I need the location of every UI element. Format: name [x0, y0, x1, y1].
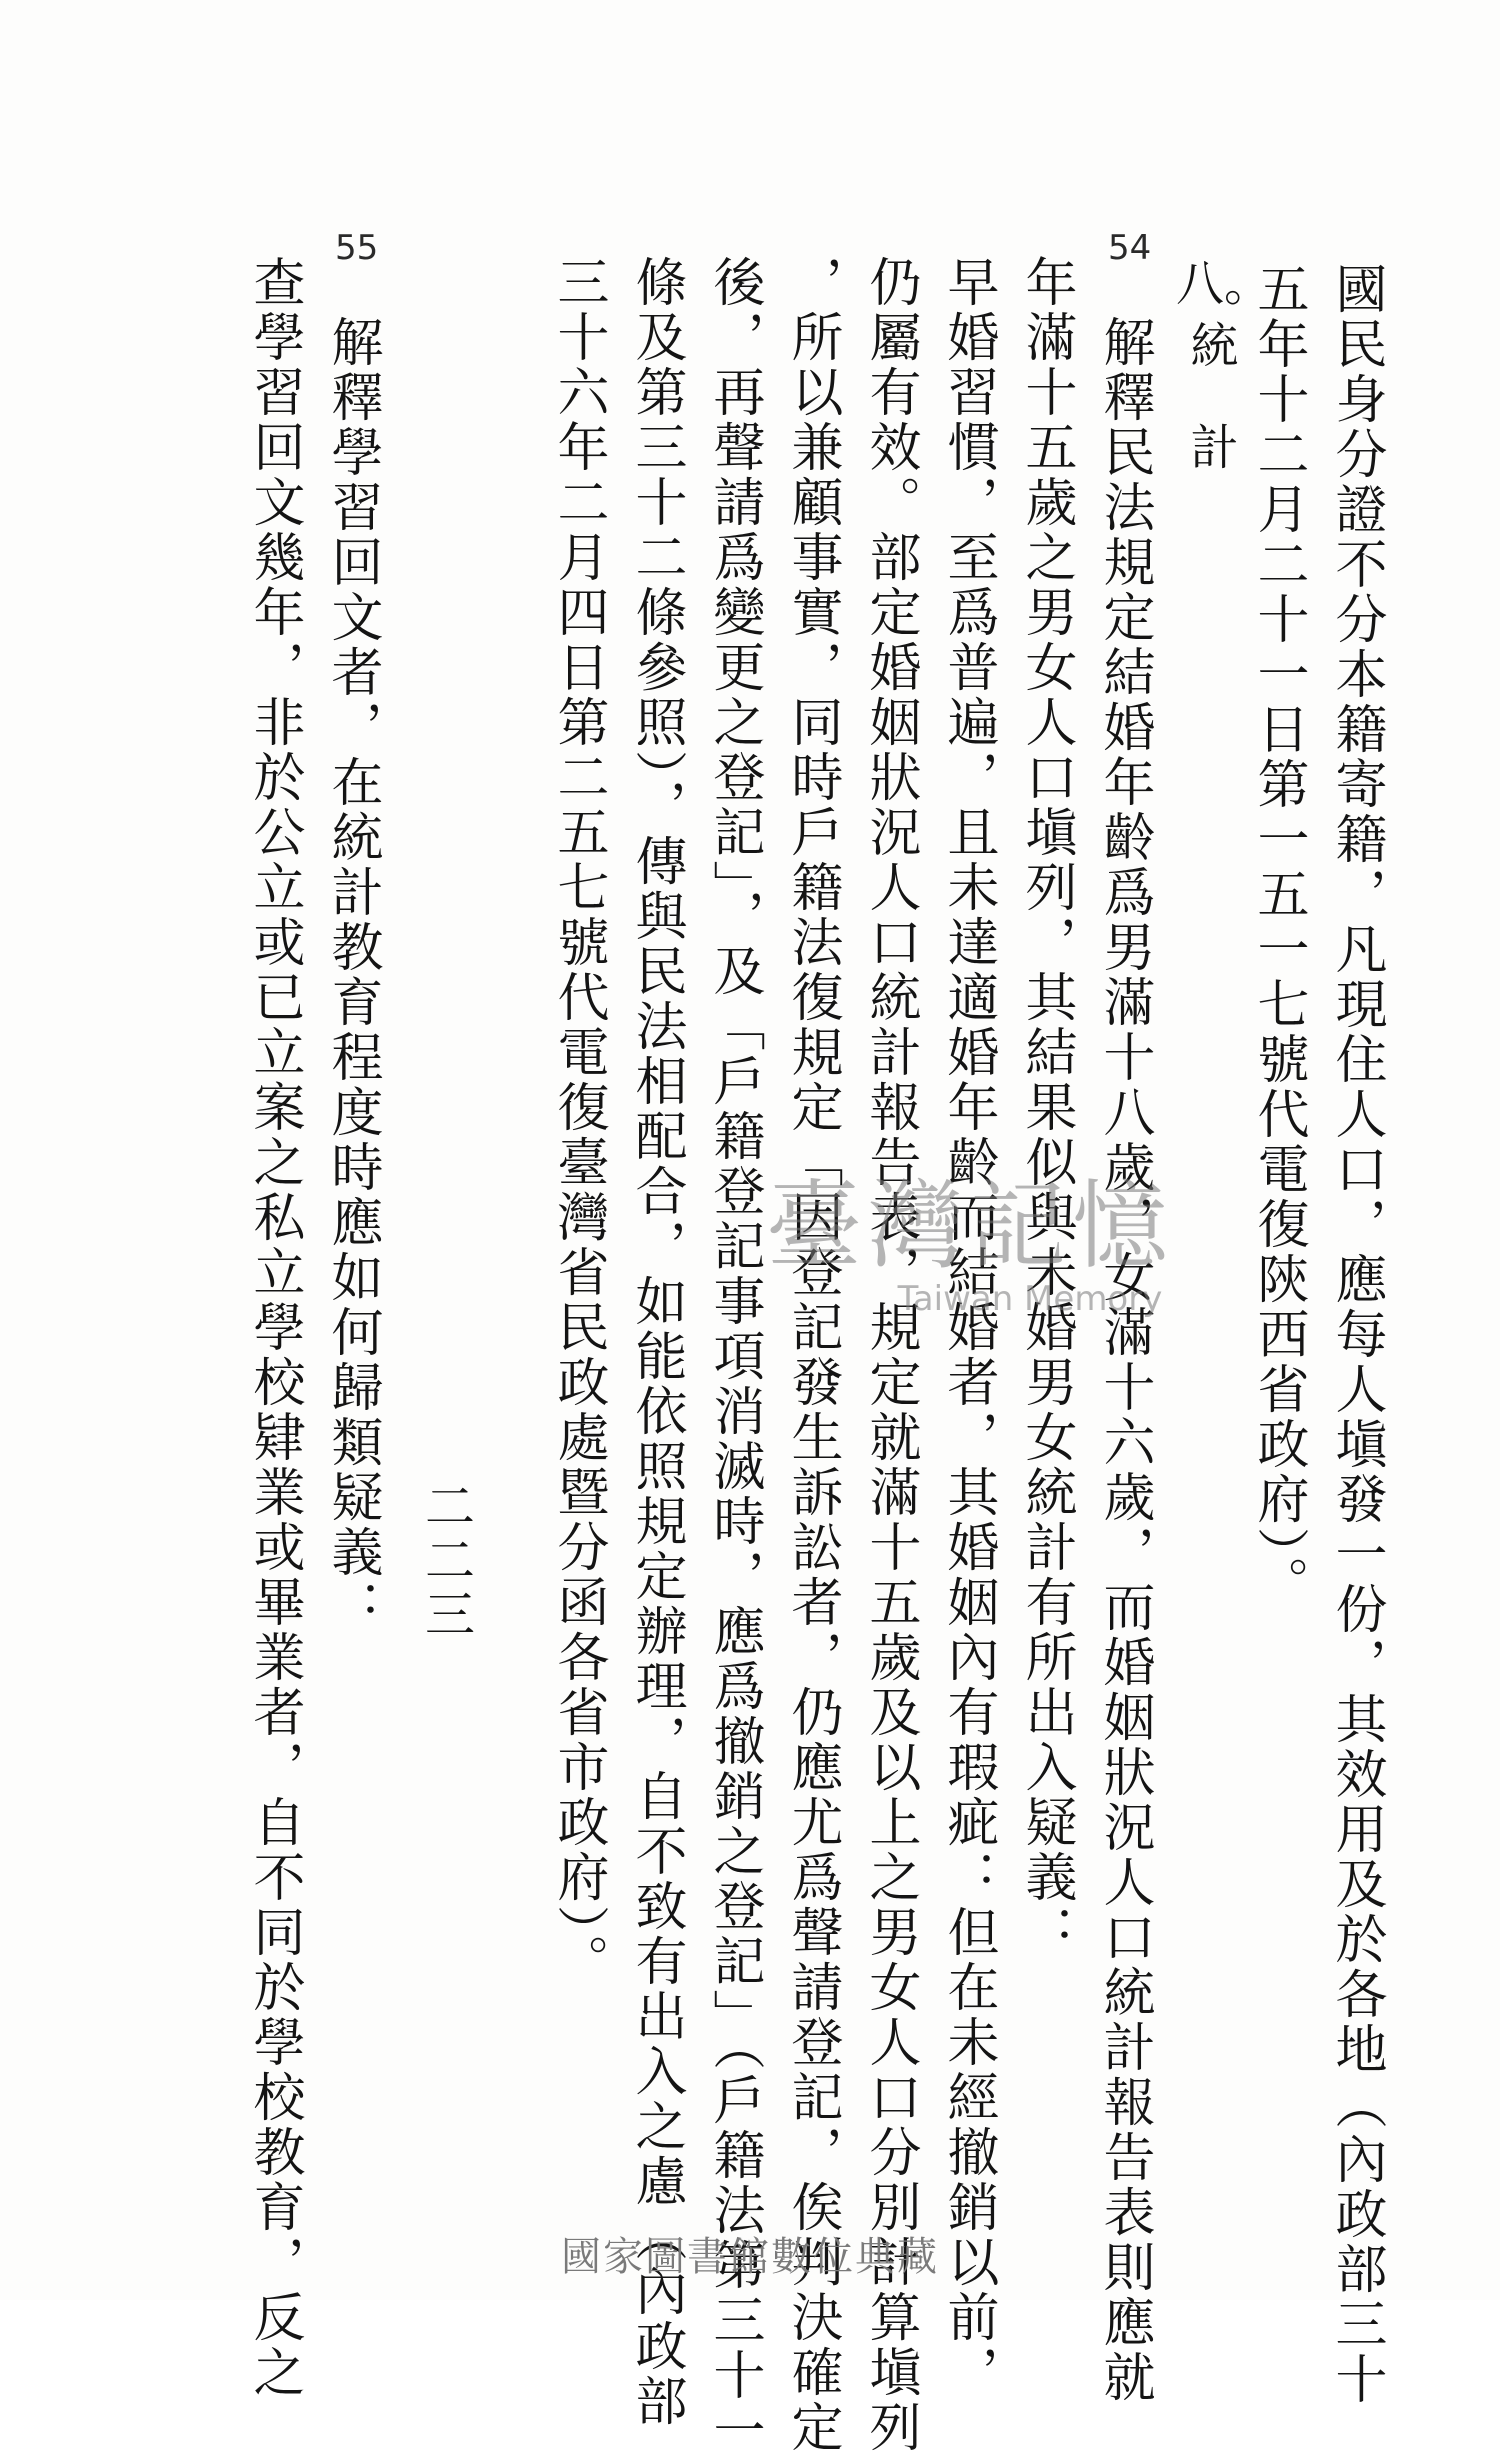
watermark-logo: [740, 1150, 1200, 1319]
watermark-sub: Taiwan Memory: [897, 1279, 1163, 1319]
text-column-7: 仍屬有效。部定婚姻狀況人口統計報告表，規定就滿十五歲及以上之男女人口分別計算塡列: [860, 255, 920, 2455]
text-column-13: 查學習回文幾年，非於公立或已立案之私立學校肄業或畢業者，自不同於學校教育，反之: [244, 255, 304, 2400]
text-column-8: ，所以兼顧事實，同時戶籍法復規定「因登記發生訴訟者，仍應尤爲聲請登記，俟判決確定: [782, 255, 842, 2455]
section-heading: 統 計: [1182, 320, 1238, 473]
item-number-54: 54: [1108, 228, 1152, 268]
text-column-4: 解釋民法規定結婚年齡爲男滿十八歲，女滿十六歲，而婚姻狀況人口統計報告表則應就: [1094, 315, 1154, 2405]
text-column-5: 年滿十五歲之男女人口塡列，其結果似與未婚男女統計有所出入疑義：: [1016, 255, 1076, 1960]
watermark-main: 臺灣記憶: [766, 1170, 1174, 1282]
text-column-10: 條及第三十二條參照），傳與民法相配合，如能依照規定辦理，自不致有出入之慮（內政部: [626, 255, 686, 2429]
section-mark: 八。: [1176, 256, 1273, 312]
text-column-12: 解釋學習回文者，在統計教育程度時應如何歸類疑義：: [322, 315, 382, 1635]
text-column-9: 後，再聲請爲變更之登記」，及「戶籍登記事項消滅時，應爲撤銷之登記」（戶籍法第三十一: [704, 255, 764, 2458]
item-number-55: 55: [335, 228, 379, 268]
page-number: 二二三: [417, 1480, 475, 1642]
footer-credit: 國家圖書館數位典藏: [561, 2234, 939, 2280]
text-column-2: 五年十二月二十一日第一五一七號代電復陝西省政府）。: [1248, 262, 1308, 1611]
text-column-11: 三十六年二月四日第二五七號代電復臺灣省民政處暨分函各省市政府）。: [548, 255, 608, 1989]
text-column-1: 國民身分證不分本籍寄籍，凡現住人口，應每人塡發一份，其效用及於各地（內政部三十: [1326, 262, 1386, 2407]
text-column-6: 早婚習慣，至爲普遍，且未達適婚年齡而結婚者，其婚姻內有瑕疵：但在未經撤銷以前，: [938, 255, 998, 2400]
